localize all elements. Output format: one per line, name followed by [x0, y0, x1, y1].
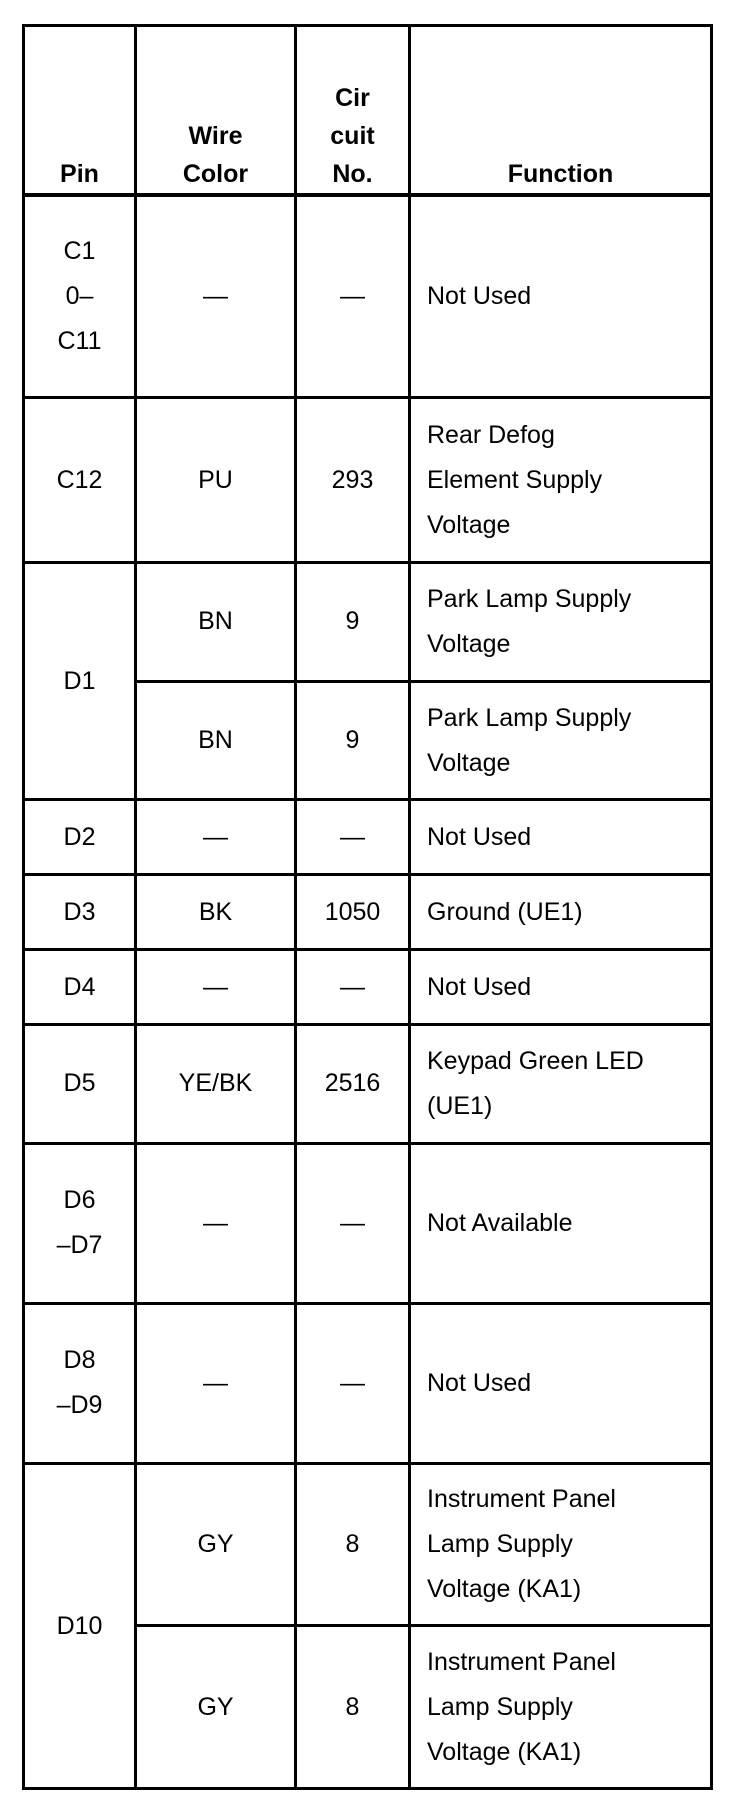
function-cell: Not Used: [410, 1303, 712, 1463]
function-cell: Park Lamp Supply Voltage: [410, 681, 712, 800]
pin-cell: D1: [24, 563, 136, 800]
header-wire-color: Wire Color: [136, 26, 296, 196]
circuit-number-cell: 8: [296, 1464, 410, 1626]
pin-cell: D10: [24, 1464, 136, 1789]
table-row: [24, 1143, 712, 1303]
wire-color-cell: —: [136, 195, 296, 398]
function-cell: Rear Defog Element Supply Voltage: [410, 398, 712, 563]
table-row: [24, 950, 712, 1025]
function-cell: Park Lamp Supply Voltage: [410, 563, 712, 682]
pin-cell: D3: [24, 875, 136, 950]
circuit-number-cell: —: [296, 950, 410, 1025]
function-cell: Not Used: [410, 800, 712, 875]
wire-color-cell: GY: [136, 1464, 296, 1626]
wire-color-cell: —: [136, 1143, 296, 1303]
wire-color-cell: YE/BK: [136, 1025, 296, 1144]
function-cell: Ground (UE1): [410, 875, 712, 950]
function-cell: Keypad Green LED (UE1): [410, 1025, 712, 1144]
wire-color-cell: GY: [136, 1626, 296, 1789]
function-cell: Not Used: [410, 195, 712, 398]
function-cell: Not Used: [410, 950, 712, 1025]
wire-color-cell: —: [136, 800, 296, 875]
pin-cell: C12: [24, 398, 136, 563]
header-function: Function: [410, 26, 712, 196]
pin-cell: D8 –D9: [24, 1303, 136, 1463]
wire-color-cell: PU: [136, 398, 296, 563]
circuit-number-cell: 9: [296, 563, 410, 682]
pin-cell: D2: [24, 800, 136, 875]
function-cell: Not Available: [410, 1143, 712, 1303]
wire-color-cell: BN: [136, 681, 296, 800]
pin-cell: D4: [24, 950, 136, 1025]
circuit-number-cell: —: [296, 1143, 410, 1303]
table-header-row: [24, 26, 712, 196]
circuit-number-cell: —: [296, 195, 410, 398]
table-row: [24, 563, 712, 682]
table-row: [24, 195, 712, 398]
wire-color-cell: —: [136, 950, 296, 1025]
table-row: [24, 875, 712, 950]
header-circuit-no: Cir cuit No.: [296, 26, 410, 196]
wire-color-cell: BN: [136, 563, 296, 682]
connector-pin-table: [22, 24, 713, 1790]
circuit-number-cell: 9: [296, 681, 410, 800]
pin-cell: C1 0– C11: [24, 195, 136, 398]
pin-cell: D5: [24, 1025, 136, 1144]
circuit-number-cell: 1050: [296, 875, 410, 950]
wire-color-cell: BK: [136, 875, 296, 950]
circuit-number-cell: 2516: [296, 1025, 410, 1144]
circuit-number-cell: 293: [296, 398, 410, 563]
circuit-number-cell: —: [296, 1303, 410, 1463]
circuit-number-cell: 8: [296, 1626, 410, 1789]
circuit-number-cell: —: [296, 800, 410, 875]
header-pin: Pin: [24, 26, 136, 196]
pin-cell: D6 –D7: [24, 1143, 136, 1303]
function-cell: Instrument Panel Lamp Supply Voltage (KA1): [410, 1464, 712, 1626]
function-cell: Instrument Panel Lamp Supply Voltage (KA1): [410, 1626, 712, 1789]
table-row: [24, 1025, 712, 1144]
table-row: [24, 398, 712, 563]
table-row: [24, 1303, 712, 1463]
table-row: [24, 800, 712, 875]
table-row: [24, 1464, 712, 1626]
wire-color-cell: —: [136, 1303, 296, 1463]
